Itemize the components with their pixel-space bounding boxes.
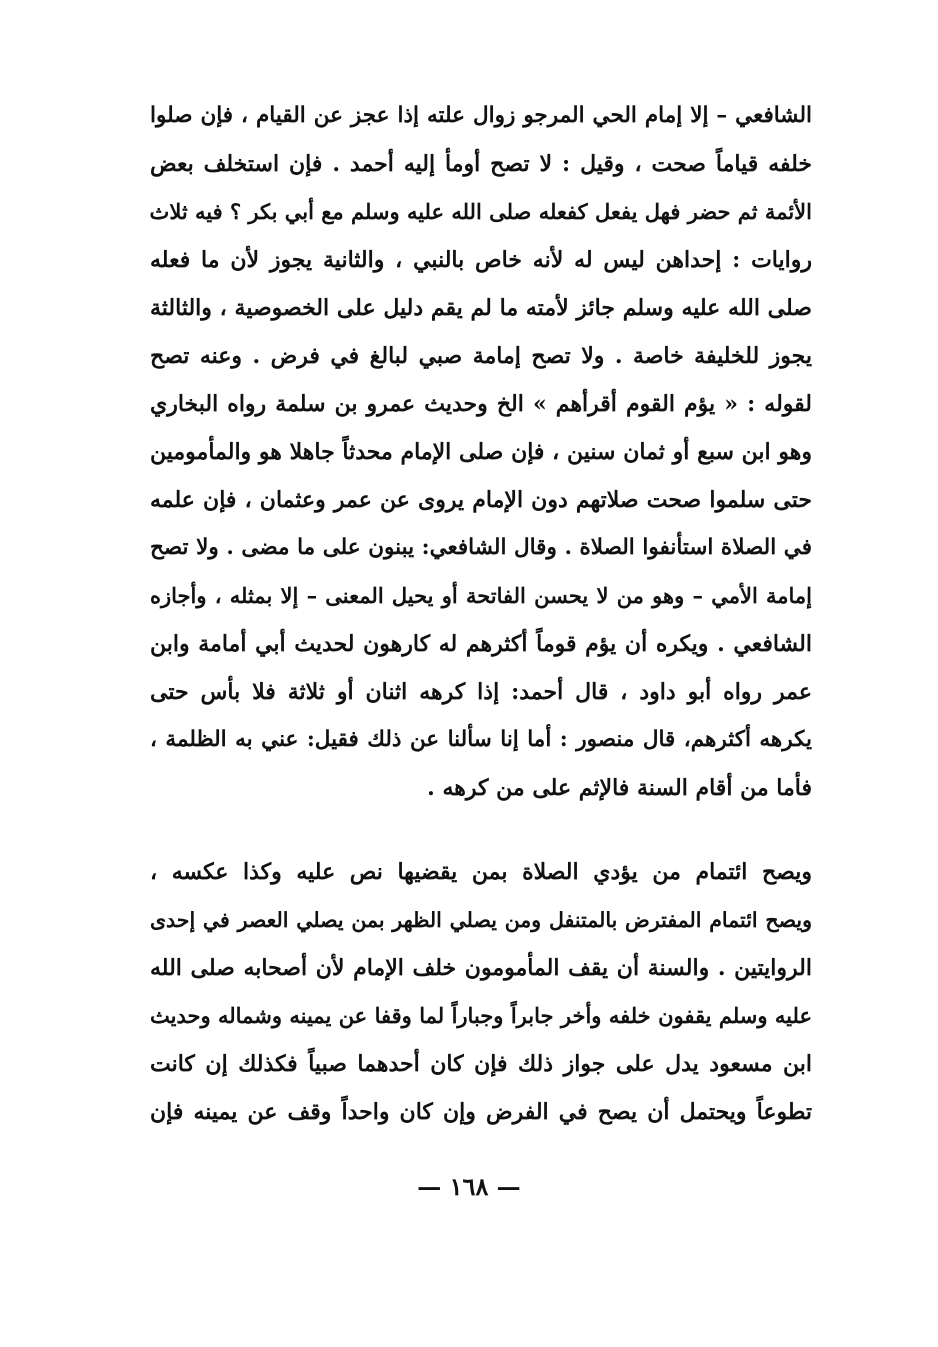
text-line: صلى الله عليه وسلم جائز لأمته ما لم يقم دليل على الخصوصية ، والثالثة (150, 295, 812, 321)
text-line: يكرهه أكثرهم، قال منصور : أما إنا سألنا عن ذلك فقيل: عني به الظلمة ، (150, 727, 812, 752)
text-line: وهو ابن سبع أو ثمان سنين ، فإن صلى الإمام محدثاً جاهلا هو والمأمومين (150, 439, 812, 465)
text-line: عليه وسلم يقفون خلفه وأخر جابراً وجباراً لما وقفا عن يمينه وشماله وحديث (150, 1003, 812, 1028)
text-line: الروايتين . والسنة أن يقف المأمومون خلف الإمام لأن أصحابه صلى الله (150, 955, 812, 981)
text-line: حتى سلموا صحت صلاتهم دون الإمام يروى عن عمر وعثمان ، فإن علمه (150, 487, 812, 513)
text-line: عمر رواه أبو داود ، قال أحمد: إذا كرهه اثنان أو ثلاثة فلا بأس حتى (150, 679, 812, 705)
text-line: الأئمة ثم حضر فهل يفعل كفعله صلى الله عليه وسلم مع أبي بكر ؟ فيه ثلاث (150, 199, 812, 224)
text-line: تطوعاً ويحتمل أن يصح في الفرض وإن كان واحداً وقف عن يمينه فإن (150, 1099, 812, 1125)
text-line: لقوله : « يؤم القوم أقرأهم » الخ وحديث عمرو بن سلمة رواه البخاري (150, 391, 812, 417)
paragraph-2 (150, 848, 812, 1136)
text-line: الشافعي – إلا إمام الحي المرجو زوال علته إذا عجز عن القيام ، فإن صلوا (150, 103, 812, 128)
text-line: ويصح ائتمام المفترض بالمتنفل ومن يصلي الظهر بمن يصلي العصر في إحدى (150, 908, 812, 932)
text-line: ويصح ائتمام من يؤدي الصلاة بمن يقضيها نص عليه وكذا عكسه ، (150, 859, 812, 885)
text-line: في الصلاة استأنفوا الصلاة . وقال الشافعي: يبنون على ما مضى . ولا تصح (150, 535, 812, 560)
text-line: روايات : إحداهن ليس له لأنه خاص بالنبي ، والثانية يجوز لأن ما فعله (150, 247, 812, 273)
text-line: ابن مسعود يدل على جواز ذلك فإن كان أحدهما صبياً فكذلك إن كانت (150, 1051, 812, 1077)
text-line: إمامة الأمي – وهو من لا يحسن الفاتحة أو يحيل المعنى – إلا بمثله ، وأجازه (150, 583, 812, 608)
text-line: خلفه قياماً صحت ، وقيل : لا تصح أومأ إليه أحمد . فإن استخلف بعض (150, 151, 812, 177)
paragraph-1 (150, 92, 812, 812)
text-line: فأما من أقام السنة فالإثم على من كرهه . (427, 775, 812, 801)
page-number: — ١٦٨ — (417, 1172, 521, 1201)
text-line: الشافعي . ويكره أن يؤم قوماً أكثرهم له كارهون لحديث أبي أمامة وابن (150, 631, 812, 657)
text-line: يجوز للخليفة خاصة . ولا تصح إمامة صبي لبالغ في فرض . وعنه تصح (150, 343, 812, 369)
